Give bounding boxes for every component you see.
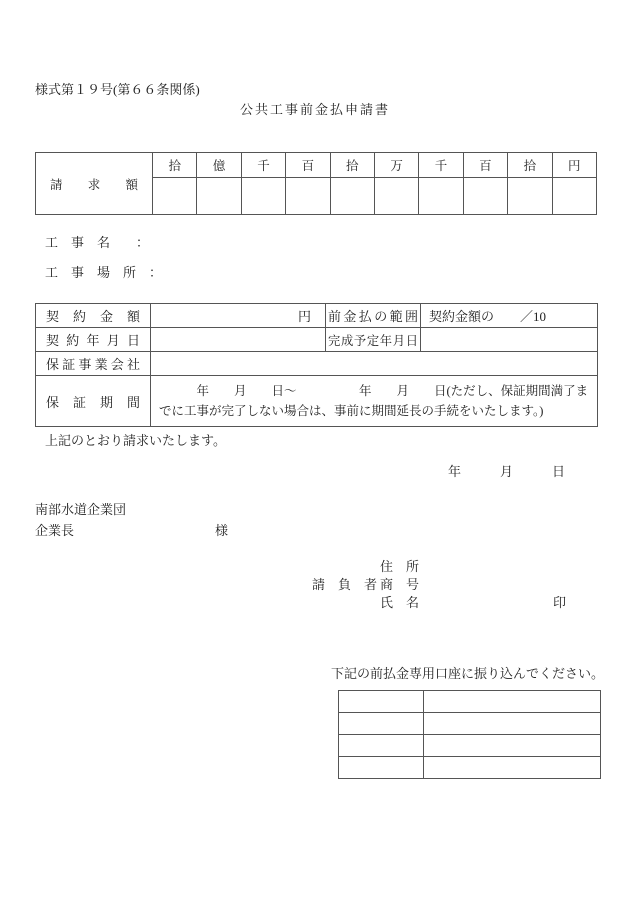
contractor-label: 請 負 者 — [312, 577, 378, 592]
contract-date-label: 契約年月日 — [36, 328, 151, 352]
amount-digit-cell — [286, 178, 330, 215]
bank-table-cell — [339, 713, 424, 735]
advance-scope-label: 前金払の範囲 — [326, 304, 421, 328]
digit-header-cell: 拾 — [330, 153, 374, 178]
amount-digit-cell — [241, 178, 285, 215]
completion-date-value-cell — [421, 328, 598, 352]
contract-amount-label: 契約金額 — [36, 304, 151, 328]
work-site-label: 工 事 場 所 ： — [45, 265, 163, 280]
advance-scope-value: 契約金額の ／10 — [421, 304, 598, 328]
addressee-org: 南部水道企業団 — [35, 502, 127, 517]
completion-date-label: 完成予定年月日 — [326, 328, 421, 352]
amount-row-label: 請求額 — [36, 153, 153, 215]
bank-table-cell — [339, 691, 424, 713]
guarantee-period-label: 保証期間 — [36, 376, 151, 427]
amount-digit-cell — [374, 178, 418, 215]
digit-header-cell: 拾 — [153, 153, 197, 178]
bank-table-cell — [424, 713, 601, 735]
addressee-honorific: 様 — [215, 523, 229, 538]
digit-header-cell: 億 — [197, 153, 241, 178]
guarantee-period-text: 年 月 日～ 年 月 日(ただし、保証期間満了までに工事が完了しない場合は、事前に期間延長の手続をいたします。) — [151, 376, 598, 427]
digit-header-cell: 百 — [463, 153, 507, 178]
bank-table-cell — [424, 757, 601, 779]
surety-company-value-cell — [151, 352, 598, 376]
surety-company-label: 保証事業会社 — [36, 352, 151, 376]
page-title: 公共工事前金払申請書 — [239, 102, 390, 117]
bank-table-cell — [339, 735, 424, 757]
bank-note: 下記の前払金専用口座に振り込んでください。 — [331, 666, 605, 681]
contract-amount-value-cell: 円 — [151, 304, 326, 328]
amount-digit-cell — [463, 178, 507, 215]
amount-digit-cell — [419, 178, 463, 215]
amount-digit-cell — [153, 178, 197, 215]
work-name-label: 工 事 名 ： — [45, 235, 150, 250]
contract-date-value-cell — [151, 328, 326, 352]
amount-digit-cell — [197, 178, 241, 215]
digit-header-cell: 百 — [286, 153, 330, 178]
digit-header-cell: 千 — [241, 153, 285, 178]
digit-header-cell: 千 — [419, 153, 463, 178]
amount-table — [35, 152, 597, 215]
addressee-title: 企業長 — [35, 523, 75, 538]
bank-table-cell — [424, 691, 601, 713]
contract-table — [35, 303, 598, 427]
contractor-name-label: 氏 名 — [380, 595, 420, 610]
bank-table-cell — [424, 735, 601, 757]
digit-header-cell: 円 — [552, 153, 596, 178]
date-line: 年 月 日 — [448, 464, 566, 479]
seal-mark: 印 — [553, 595, 567, 610]
contractor-trade-name-label: 商 号 — [380, 577, 420, 592]
amount-digit-cell — [552, 178, 596, 215]
bank-table-cell — [339, 757, 424, 779]
bank-account-table — [338, 690, 601, 779]
contractor-address-label: 住 所 — [380, 559, 420, 574]
request-statement: 上記のとおり請求いたします。 — [45, 433, 226, 448]
digit-header-cell: 拾 — [508, 153, 552, 178]
digit-header-cell: 万 — [374, 153, 418, 178]
amount-digit-cell — [330, 178, 374, 215]
form-number: 様式第１９号(第６６条関係) — [35, 82, 200, 97]
amount-digit-cell — [508, 178, 552, 215]
